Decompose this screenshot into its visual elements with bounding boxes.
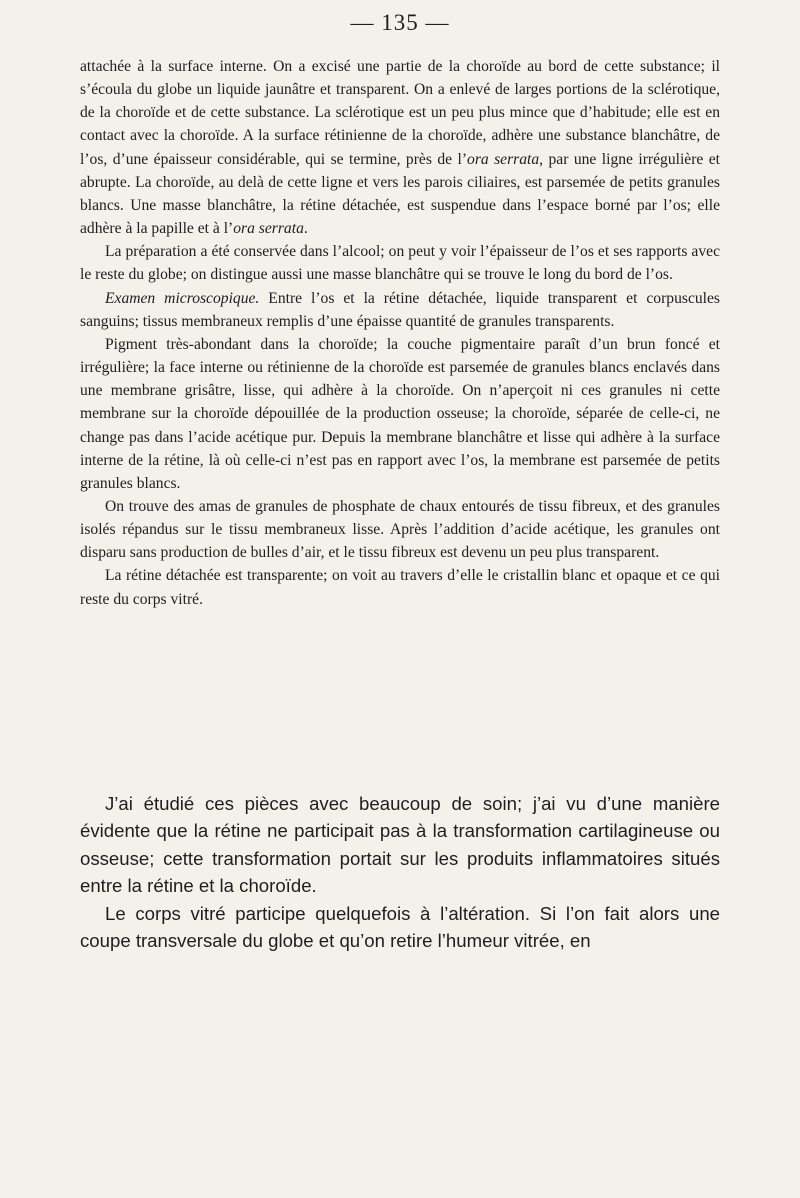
paragraph-8: Le corps vitré participe quelquefois à l’altération. Si l’on fait alors une coupe transversale du globe et qu’on retire l’humeur vitrée, en — [80, 902, 720, 952]
body-text-large — [80, 790, 720, 954]
page-number-header: — 135 — — [350, 10, 450, 35]
section-heading-microscopic: Examen microscopique. — [105, 289, 260, 307]
paragraph-5: On trouve des amas de granules de phosphate de chaux entourés de tissu fibreux, et des granules isolés répandus sur le tissu membraneux lisse. Après l’addition d’acide acétique, les granules ont disparu sans production de bulles d’air, et le tissu fibreux est devenu un peu plus transparent. — [80, 497, 720, 562]
paragraph-4: Pigment très-abondant dans la choroïde; la couche pigmentaire paraît d’un brun foncé et irrégulière; la face interne ou rétinienne de la choroïde est parsemée de granules blancs enclavés dans une membrane grisâtre, lisse, qui adhère à la choroïde. On n’aperçoit ni ces granules ni cette membrane sur la choroïde dépouillée de la production osseuse; la choroïde, séparée de celle-ci, ne change pas dans l’acide acétique pur. Depuis la membrane blanchâtre et lisse qui adhère à la surface interne de la rétine, là où celle-ci n’est pas en rapport avec l’os, la membrane est parsemée de petits granules blancs. — [80, 335, 720, 492]
paragraph-6: La rétine détachée est transparente; on voit au travers d’elle le cristallin blanc et opaque et ce qui reste du corps vitré. — [80, 567, 720, 608]
term-ora-serrata: ora serrata — [467, 150, 540, 168]
paragraph-1: attachée à la surface interne. On a excisé une partie de la choroïde au bord de cette substance; il s’écoula du globe un liquide jaunâtre et transparent. On a enlevé de larges portions de la sclérotique, de la choroïde et de cette substance. La sclérotique est un peu plus mince que d’habitude; elle est en contact avec la choroïde. A la surface rétinienne de la choroïde, adhère une substance blanchâtre, de l’os, d’une épaisseur considérable, qui se termine, près de l’ora serrata, par une ligne irrégulière et abrupte. La choroïde, au delà de cette ligne et vers les parois ciliaires, est parsemée de petits granules blancs. Une masse blanchâtre, la rétine détachée, est suspendue dans l’espace borné par l’os; elle adhère à la papille et à l’ora serrata. — [80, 58, 720, 238]
paragraph-3: Examen microscopique. Entre l’os et la rétine détachée, liquide transparent et corpuscules sanguins; tissus membraneux remplis d’une épaisse quantité de granules transparents. — [80, 289, 720, 330]
body-text-small — [80, 55, 720, 611]
paragraph-2: La préparation a été conservée dans l’alcool; on peut y voir l’épaisseur de l’os et ses rapports avec le reste du globe; on distingue aussi une masse blanchâtre qui se trouve le long du bord de l’os. — [80, 243, 720, 284]
term-ora-serrata: ora serrata — [233, 220, 304, 238]
paragraph-7: J’ai étudié ces pièces avec beaucoup de soin; j’ai vu d’une manière évidente que la rétine ne participait pas à la transformation cartilagineuse ou osseuse; cette transformation portait sur les produits inflammatoires situés entre la rétine et la choroïde. — [80, 793, 720, 897]
